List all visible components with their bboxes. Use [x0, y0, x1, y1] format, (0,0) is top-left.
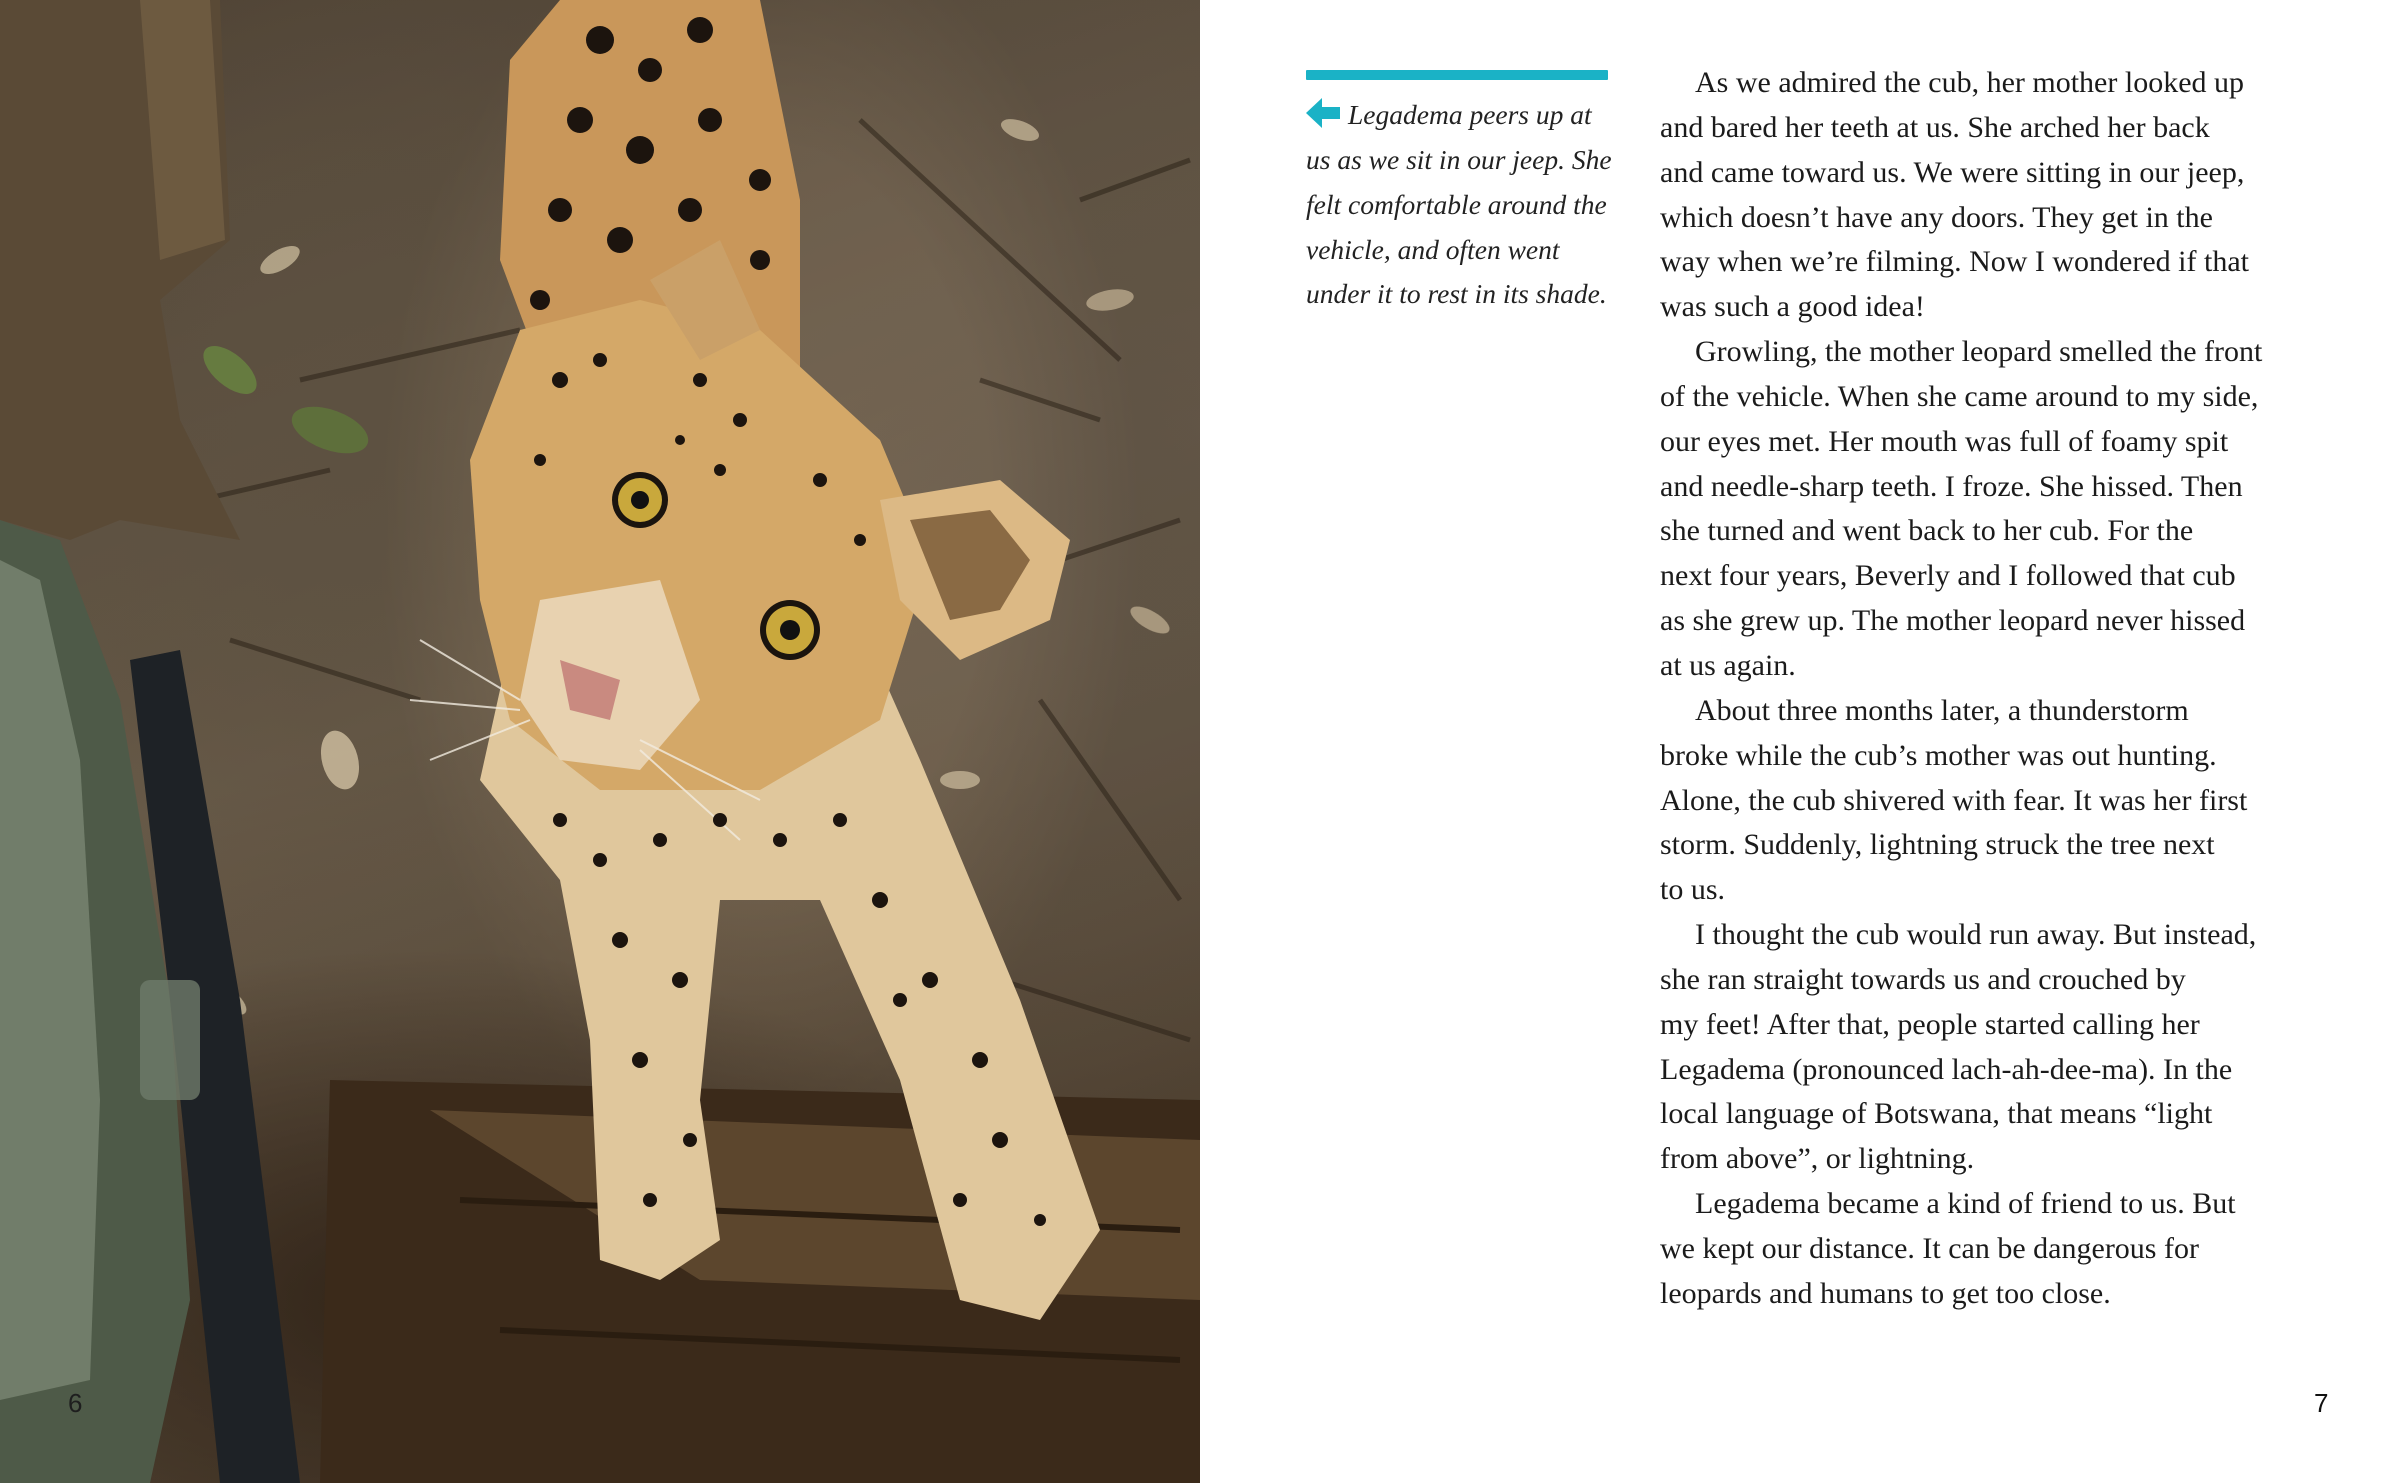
body-line: and needle-sharp teeth. I froze. She hissed. Then: [1660, 469, 2243, 503]
page-number-left: 6: [68, 1388, 83, 1418]
body-line: at us again.: [1660, 648, 1796, 682]
body-line: broke while the cub’s mother was out hunting.: [1660, 738, 2217, 772]
body-line: she turned and went back to her cub. For the: [1660, 514, 2194, 548]
body-line: storm. Suddenly, lightning struck the tree next: [1660, 828, 2215, 862]
caption-line: [1306, 94, 1636, 139]
page-number-right: 7: [2314, 1388, 2329, 1418]
body-line: and came toward us. We were sitting in our jeep,: [1660, 155, 2245, 189]
body-line: our eyes met. Her mouth was full of foamy spit: [1660, 424, 2229, 458]
body-line: we kept our distance. It can be dangerous for: [1660, 1231, 2199, 1265]
photo-caption: [1306, 94, 1636, 318]
body-line: of the vehicle. When she came around to my side,: [1660, 379, 2259, 413]
body-line: which doesn’t have any doors. They get in the: [1660, 200, 2213, 234]
body-line: way when we’re filming. Now I wondered if that: [1660, 245, 2249, 279]
caption-line: vehicle, and often went: [1306, 233, 1560, 265]
body-line: Legadema became a kind of friend to us. But: [1695, 1187, 2236, 1221]
body-line: As we admired the cub, her mother looked up: [1695, 66, 2245, 99]
body-line: Growling, the mother leopard smelled the front: [1695, 335, 2263, 369]
body-line: next four years, Beverly and I followed that cub: [1660, 559, 2236, 593]
body-text: [1660, 61, 2350, 1317]
body-line: Legadema (pronounced lach-ah-dee-ma). In the: [1660, 1052, 2233, 1086]
body-line: I thought the cub would run away. But instead,: [1695, 918, 2257, 952]
caption-accent-rule: [1306, 70, 1608, 80]
caption-line: us as we sit in our jeep. She: [1306, 143, 1612, 175]
body-line: and bared her teeth at us. She arched her back: [1660, 110, 2210, 144]
body-line: as she grew up. The mother leopard never hissed: [1660, 604, 2246, 638]
body-line: was such a good idea!: [1660, 290, 1925, 324]
body-line: she ran straight towards us and crouched by: [1660, 962, 2186, 996]
body-line: leopards and humans to get too close.: [1660, 1276, 2111, 1310]
body-line: About three months later, a thunderstorm: [1695, 693, 2189, 727]
body-line: from above”, or lightning.: [1660, 1142, 1975, 1176]
body-line: local language of Botswana, that means “light: [1660, 1097, 2213, 1131]
arrow-left-icon: [1306, 98, 1342, 128]
body-line: to us.: [1660, 873, 1726, 907]
caption-line-text: Legadema peers up at: [1348, 99, 1592, 130]
caption-line: under it to rest in its shade.: [1306, 278, 1607, 310]
caption-line: felt comfortable around the: [1306, 188, 1607, 220]
body-line: my feet! After that, people started calling her: [1660, 1007, 2200, 1041]
body-line: Alone, the cub shivered with fear. It was her first: [1660, 783, 2248, 817]
